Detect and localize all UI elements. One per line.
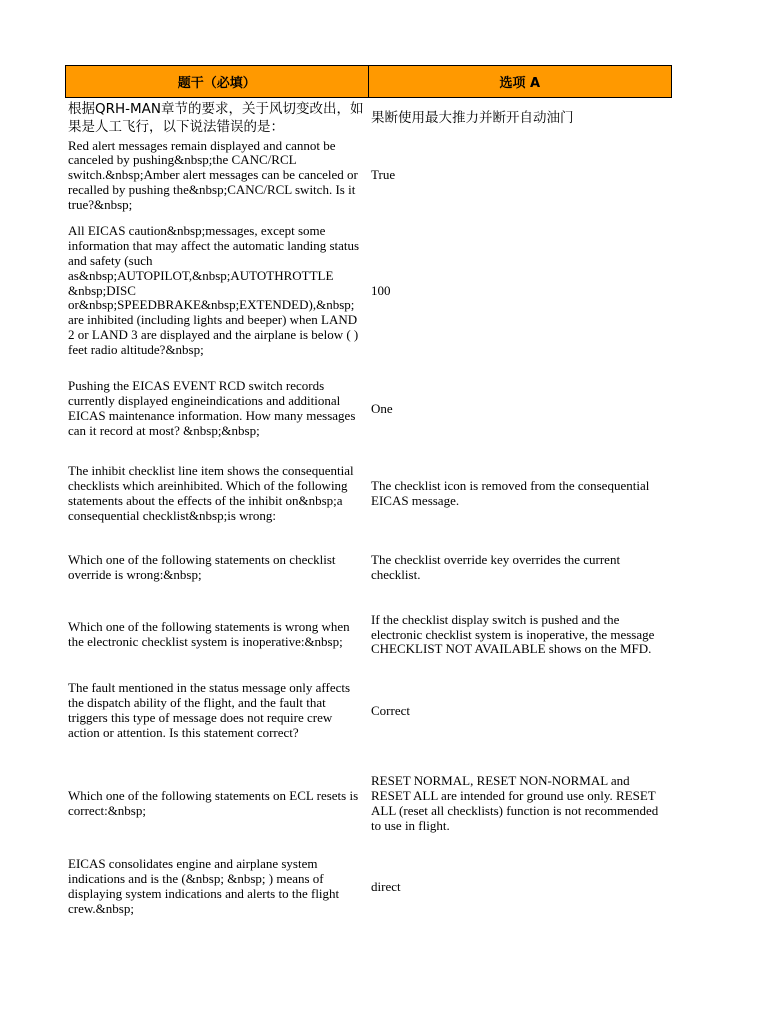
stem-cell xyxy=(68,98,366,138)
stem-cell xyxy=(68,138,366,213)
stem-cell xyxy=(68,371,366,447)
option-a-text: One xyxy=(371,400,393,416)
question-table xyxy=(65,65,672,916)
option-a-cell xyxy=(371,456,663,532)
stem-text: The inhibit checklist line item shows the consequential checklists which areinhibited. Which of the following statements about the effects of the inhibit on&nbsp;a consequential checklist&nbsp;is wrong: xyxy=(68,463,354,523)
option-a-cell xyxy=(371,98,663,138)
option-a-text: True xyxy=(371,167,396,183)
stem-cell xyxy=(68,552,366,584)
header-stem: 题干（必填） xyxy=(66,66,369,97)
table-row xyxy=(65,604,672,666)
table-row xyxy=(65,856,672,918)
stem-cell xyxy=(68,456,366,532)
stem-text: Which one of the following statements is wrong when the electronic checklist system is inoperative:&nbsp; xyxy=(68,619,350,649)
option-a-cell xyxy=(371,371,663,447)
option-a-cell xyxy=(371,773,663,835)
stem-text: All EICAS caution&nbsp;messages, except some information that may affect the automatic landing status and safety (such as&nbsp;AUTOPILOT,&nbsp;AUTOTHROTTLE &nbsp;DISC or&nbsp;SPEEDBRAKE&nbsp;EXTENDED),&nbsp; are inhibited (including lights and beeper) when LAND 2 or LAND 3 are displayed and the airplane is below ( ) feet radio altitude?&nbsp; xyxy=(68,223,360,357)
table-row xyxy=(65,552,672,584)
stem-text: Which one of the following statements on ECL resets is correct:&nbsp; xyxy=(68,788,359,818)
table-row xyxy=(65,98,672,138)
stem-cell xyxy=(68,223,366,359)
option-a-text: Correct xyxy=(371,702,410,718)
stem-text: Which one of the following statements on checklist override is wrong:&nbsp; xyxy=(68,552,336,582)
option-a-cell xyxy=(371,673,663,749)
option-a-cell xyxy=(371,604,663,666)
stem-cell xyxy=(68,673,366,749)
option-a-cell xyxy=(371,856,663,918)
stem-cell xyxy=(68,856,366,918)
option-a-cell xyxy=(371,552,663,584)
option-a-text: If the checklist display switch is pushed and the electronic checklist system is inoperative, the message CHECKLIST NOT AVAILABLE shows on the MFD. xyxy=(371,611,655,657)
option-a-cell xyxy=(371,223,663,359)
stem-text: Red alert messages remain displayed and cannot be canceled by pushing&nbsp;the CANC/RCL switch.&nbsp;Amber alert messages can be canceled or recalled by pushing the&nbsp;CANC/RCL switch. Is it true?&nbsp; xyxy=(68,137,358,212)
table-row xyxy=(65,456,672,532)
stem-cell xyxy=(68,773,366,835)
table-header-row xyxy=(65,65,672,98)
stem-text: 根据QRH-MAN章节的要求，关于风切变改出，如果是人工飞行，以下说法错误的是： xyxy=(68,101,364,135)
table-row xyxy=(65,773,672,835)
stem-text: The fault mentioned in the status message only affects the dispatch ability of the flight, and the fault that triggers this type of message does not require crew action or attention. Is this statement correct? xyxy=(68,680,351,740)
table-row xyxy=(65,223,672,359)
option-a-cell xyxy=(371,138,663,213)
stem-cell xyxy=(68,604,366,666)
stem-text: Pushing the EICAS EVENT RCD switch records currently displayed engineindications and additional EICAS maintenance information. How many messages can it record at most? &nbsp;&nbsp; xyxy=(68,378,356,438)
option-a-text: direct xyxy=(371,878,401,894)
option-a-text: 100 xyxy=(371,282,391,298)
option-a-text: 果断使用最大推力并断开自动油门 xyxy=(371,110,574,126)
header-option-a: 选项 A xyxy=(499,76,541,91)
table-row xyxy=(65,138,672,213)
table-row xyxy=(65,371,672,447)
option-a-text: The checklist override key overrides the current checklist. xyxy=(371,552,621,582)
option-a-text: The checklist icon is removed from the consequential EICAS message. xyxy=(371,478,650,508)
table-row xyxy=(65,673,672,749)
option-a-text: RESET NORMAL, RESET NON-NORMAL and RESET ALL are intended for ground use only. RESET ALL (reset all checklists) function is not recommended to use in flight. xyxy=(371,773,659,833)
stem-text: EICAS consolidates engine and airplane system indications and is the (&nbsp; &nbsp; ) means of displaying system indications and alerts to the flight crew.&nbsp; xyxy=(68,856,340,916)
